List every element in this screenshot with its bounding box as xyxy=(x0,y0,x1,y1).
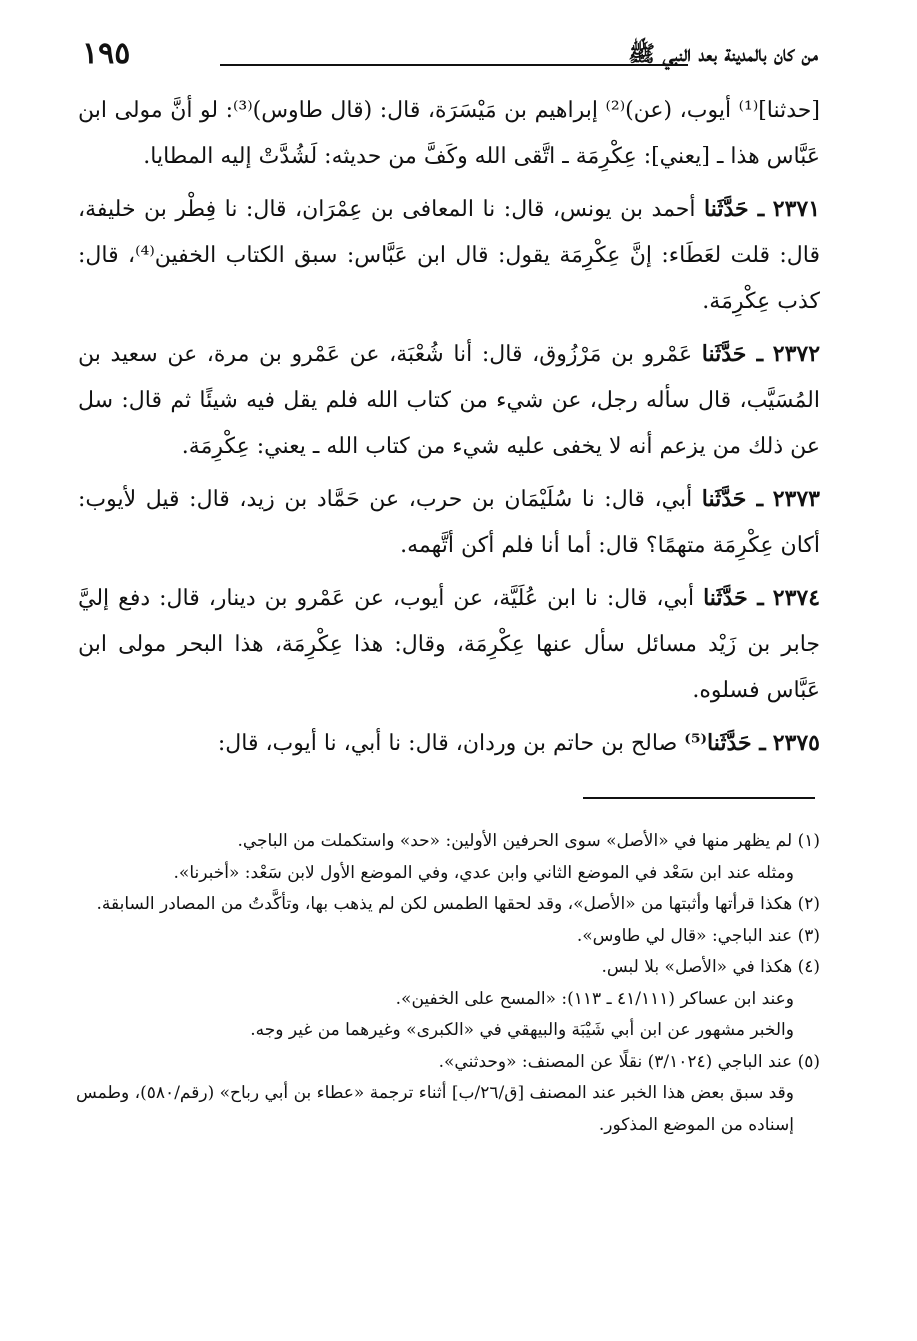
footnote-3: (٣) عند الباجي: «قال لي طاوس». xyxy=(576,925,820,946)
hadith-number: ٢٣٧٤ xyxy=(772,585,821,611)
hadith-2373 xyxy=(78,476,820,569)
footnote-4-continuation: وعند ابن عساكر (٤١/١١١ ـ ١١٣): «المسح على الخفين». xyxy=(395,988,794,1009)
footnote-1-continuation: ومثله عند ابن سَعْد في الموضع الثاني وابن عدي، وفي الموضع الأول لابن سَعْد: «أخبرنا». xyxy=(173,862,794,883)
main-text xyxy=(78,88,820,767)
footnote-5: (٥) عند الباجي (٣/١٠٢٤) نقلًا عن المصنف: «وحدثني». xyxy=(438,1051,820,1072)
page-number: ١٩٥ xyxy=(82,36,131,71)
footnote-separator xyxy=(583,797,815,799)
hadith-2375 xyxy=(78,720,820,767)
hadith-keyword: ـ حَدَّثَنا⁽⁵⁾ xyxy=(684,730,766,756)
hadith-2371 xyxy=(78,186,820,325)
page-header xyxy=(82,36,818,76)
hadith-keyword: ـ حَدَّثَنا xyxy=(704,196,765,222)
hadith-2374 xyxy=(78,575,820,714)
hadith-number: ٢٣٧٥ xyxy=(772,730,820,756)
hadith-keyword: ـ حَدَّثَنا xyxy=(701,486,764,512)
running-title: من كان بالمدينة بعد النبي ﷺ xyxy=(628,41,818,67)
hadith-text: صالح بن حاتم بن وردان، قال: نا أبي، نا أيوب، قال: xyxy=(217,731,685,756)
hadith-keyword: ـ حَدَّثَنا xyxy=(701,341,764,367)
hadith-number: ٢٣٧٣ xyxy=(772,486,820,512)
hadith-2372 xyxy=(78,331,820,470)
hadith-text: أحمد بن يونس، قال: نا المعافى بن عِمْرَان، قال: نا فِطْر بن خليفة، قال: قلت لعَطَاء: إنَّ عِكْرِمَة يقول: قال ابن عَبَّاس: سبق الكتاب الخفين⁽⁴⁾، قال: كذب عِكْرِمَة. xyxy=(78,197,820,314)
footnotes xyxy=(76,826,820,1141)
hadith-text: أبي، قال: نا ابن عُلَيَّة، عن أيوب، عن عَمْرو بن دينار، قال: دفع إليَّ جابر بن زَيْد مسائل سأل عنها عِكْرِمَة، وقال: هذا عِكْرِمَة، هذا البحر مولى ابن عَبَّاس فسلوه. xyxy=(78,586,820,703)
hadith-text: أبي، قال: نا سُلَيْمَان بن حرب، عن حَمَّاد بن زيد، قال: قيل لأيوب: أكان عِكْرِمَة متهمًا؟ قال: أما أنا فلم أكن أتَّهمه. xyxy=(78,487,820,558)
hadith-text: عَمْرو بن مَرْزُوق، قال: أنا شُعْبَة، عن عَمْرو بن مرة، عن سعيد بن المُسَيَّب، قال سأله رجل، عن شيء من كتاب الله فلم يقل فيه شيئًا ثم قال: سل عن ذلك من يزعم أنه لا يخفى عليه شيء من كتاب الله ـ يعني: عِكْرِمَة. xyxy=(78,342,820,459)
hadith-keyword: ـ حَدَّثَنا xyxy=(703,585,764,611)
footnote-4-continuation: والخبر مشهور عن ابن أبي شَيْبَة والبيهقي في «الكبرى» وغيرهما من غير وجه. xyxy=(250,1020,794,1040)
footnote-1: (١) لم يظهر منها في «الأصل» سوى الحرفين الأولين: «حد» واستكملت من الباجي. xyxy=(237,831,820,851)
hadith-number: ٢٣٧١ xyxy=(772,196,821,222)
footnote-5-continuation: وقد سبق بعض هذا الخبر عند المصنف [ق/٢٦/ب] أثناء ترجمة «عطاء بن أبي رباح» (رقم/٥٨٠)، وطمس إسناده من الموضع المذكور. xyxy=(76,1083,794,1135)
paragraph-intro: [حدثنا]⁽¹⁾ أيوب، (عن)⁽²⁾ إبراهيم بن مَيْسَرَة، قال: (قال طاوس)⁽³⁾: لو أنَّ مولى ابن عَبَّاس هذا ـ [يعني]: عِكْرِمَة ـ اتَّقى الله وكَفَّ من حديثه: لَشُدَّتْ إليه المطايا. xyxy=(78,98,820,169)
footnote-4: (٤) هكذا في «الأصل» بلا لبس. xyxy=(601,957,820,977)
footnote-2: (٢) هكذا قرأتها وأثبتها من «الأصل»، وقد لحقها الطمس لكن لم يذهب بها، وتأكَّدتُ من المصادر السابقة. xyxy=(96,894,820,914)
header-rule xyxy=(220,64,688,66)
hadith-number: ٢٣٧٢ xyxy=(772,341,821,367)
